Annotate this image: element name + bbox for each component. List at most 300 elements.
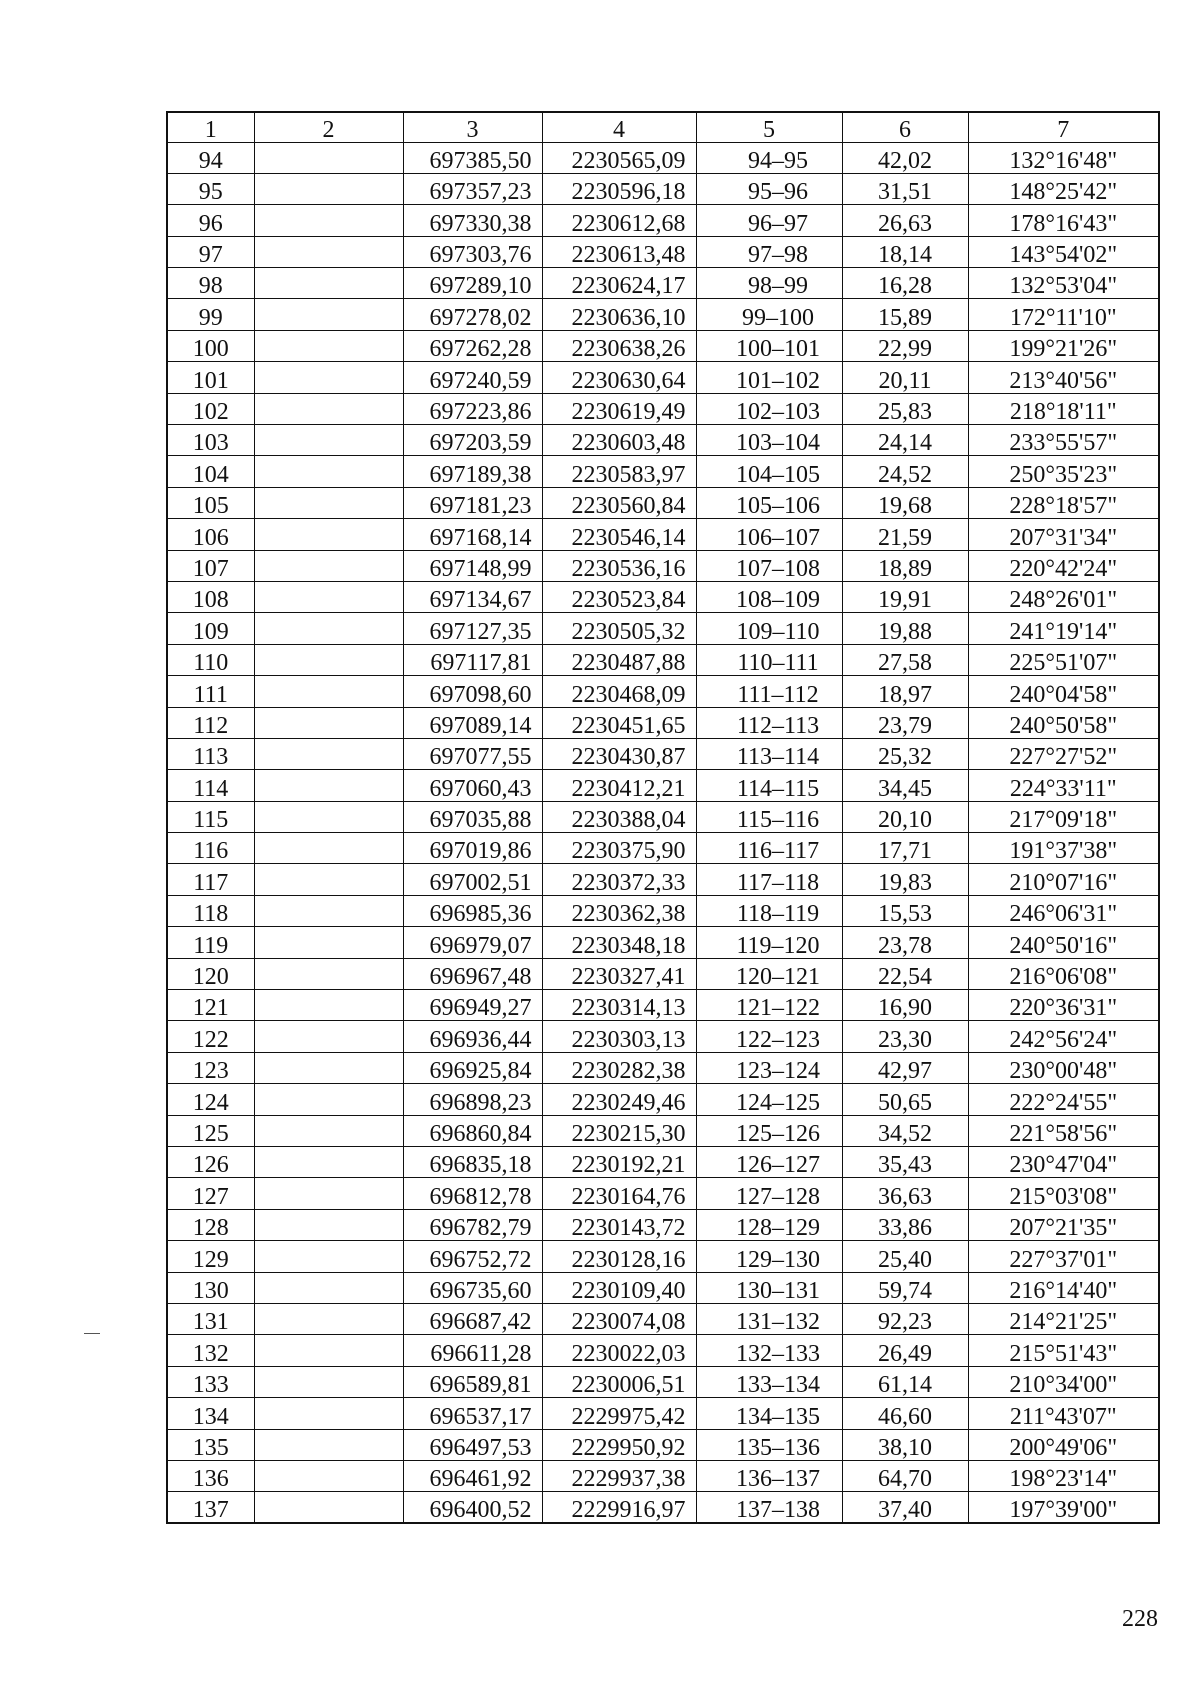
segment-cell: 125–126	[696, 1115, 842, 1146]
y-coordinate-cell: 2230143,72	[542, 1209, 696, 1240]
direction-angle-cell: 227°37'01"	[968, 1241, 1159, 1272]
length-cell: 36,63	[842, 1178, 968, 1209]
point-number-cell: 105	[167, 487, 254, 518]
direction-angle-cell: 240°50'16"	[968, 927, 1159, 958]
empty-cell	[254, 1147, 403, 1178]
table-row	[167, 173, 1159, 204]
length-cell: 27,58	[842, 644, 968, 675]
table-row	[167, 1303, 1159, 1334]
length-cell: 21,59	[842, 519, 968, 550]
y-coordinate-cell: 2230412,21	[542, 770, 696, 801]
point-number-cell: 121	[167, 990, 254, 1021]
direction-angle-cell: 246°06'31"	[968, 895, 1159, 926]
y-coordinate-cell: 2230128,16	[542, 1241, 696, 1272]
empty-cell	[254, 707, 403, 738]
x-coordinate-cell: 697035,88	[403, 801, 542, 832]
empty-cell	[254, 864, 403, 895]
x-coordinate-cell: 696611,28	[403, 1335, 542, 1366]
length-cell: 24,14	[842, 425, 968, 456]
x-coordinate-cell: 696949,27	[403, 990, 542, 1021]
empty-cell	[254, 927, 403, 958]
length-cell: 16,90	[842, 990, 968, 1021]
direction-angle-cell: 222°24'55"	[968, 1084, 1159, 1115]
table-row	[167, 456, 1159, 487]
segment-cell: 127–128	[696, 1178, 842, 1209]
y-coordinate-cell: 2230451,65	[542, 707, 696, 738]
empty-cell	[254, 770, 403, 801]
segment-cell: 97–98	[696, 236, 842, 267]
length-cell: 19,83	[842, 864, 968, 895]
table-row	[167, 142, 1159, 173]
x-coordinate-cell: 696812,78	[403, 1178, 542, 1209]
table-row	[167, 864, 1159, 895]
coordinates-table	[166, 111, 1160, 1524]
table-row	[167, 1366, 1159, 1397]
x-coordinate-cell: 696497,53	[403, 1429, 542, 1460]
table-row	[167, 801, 1159, 832]
y-coordinate-cell: 2230362,38	[542, 895, 696, 926]
empty-cell	[254, 1241, 403, 1272]
point-number-cell: 118	[167, 895, 254, 926]
point-number-cell: 136	[167, 1460, 254, 1491]
table-row	[167, 299, 1159, 330]
y-coordinate-cell: 2230619,49	[542, 393, 696, 424]
header-col-4: 4	[542, 112, 696, 142]
table-row	[167, 1398, 1159, 1429]
point-number-cell: 104	[167, 456, 254, 487]
direction-angle-cell: 220°36'31"	[968, 990, 1159, 1021]
direction-angle-cell: 191°37'38"	[968, 833, 1159, 864]
empty-cell	[254, 205, 403, 236]
empty-cell	[254, 895, 403, 926]
length-cell: 42,02	[842, 142, 968, 173]
x-coordinate-cell: 697262,28	[403, 330, 542, 361]
length-cell: 34,45	[842, 770, 968, 801]
segment-cell: 128–129	[696, 1209, 842, 1240]
y-coordinate-cell: 2230638,26	[542, 330, 696, 361]
point-number-cell: 95	[167, 173, 254, 204]
empty-cell	[254, 487, 403, 518]
direction-angle-cell: 172°11'10"	[968, 299, 1159, 330]
length-cell: 37,40	[842, 1492, 968, 1523]
direction-angle-cell: 214°21'25"	[968, 1303, 1159, 1334]
direction-angle-cell: 248°26'01"	[968, 581, 1159, 612]
x-coordinate-cell: 696537,17	[403, 1398, 542, 1429]
table-row	[167, 1209, 1159, 1240]
direction-angle-cell: 143°54'02"	[968, 236, 1159, 267]
segment-cell: 130–131	[696, 1272, 842, 1303]
y-coordinate-cell: 2230327,41	[542, 958, 696, 989]
y-coordinate-cell: 2230523,84	[542, 581, 696, 612]
x-coordinate-cell: 697148,99	[403, 550, 542, 581]
empty-cell	[254, 1272, 403, 1303]
point-number-cell: 110	[167, 644, 254, 675]
empty-cell	[254, 550, 403, 581]
length-cell: 61,14	[842, 1366, 968, 1397]
x-coordinate-cell: 696752,72	[403, 1241, 542, 1272]
direction-angle-cell: 210°07'16"	[968, 864, 1159, 895]
table-row	[167, 330, 1159, 361]
y-coordinate-cell: 2230282,38	[542, 1052, 696, 1083]
table-row	[167, 958, 1159, 989]
table-row	[167, 1335, 1159, 1366]
segment-cell: 123–124	[696, 1052, 842, 1083]
header-col-7: 7	[968, 112, 1159, 142]
point-number-cell: 103	[167, 425, 254, 456]
table-row	[167, 895, 1159, 926]
y-coordinate-cell: 2230375,90	[542, 833, 696, 864]
y-coordinate-cell: 2230546,14	[542, 519, 696, 550]
segment-cell: 99–100	[696, 299, 842, 330]
point-number-cell: 128	[167, 1209, 254, 1240]
y-coordinate-cell: 2230388,04	[542, 801, 696, 832]
point-number-cell: 112	[167, 707, 254, 738]
length-cell: 17,71	[842, 833, 968, 864]
segment-cell: 132–133	[696, 1335, 842, 1366]
point-number-cell: 117	[167, 864, 254, 895]
length-cell: 25,40	[842, 1241, 968, 1272]
header-col-2: 2	[254, 112, 403, 142]
x-coordinate-cell: 696898,23	[403, 1084, 542, 1115]
segment-cell: 95–96	[696, 173, 842, 204]
empty-cell	[254, 362, 403, 393]
direction-angle-cell: 213°40'56"	[968, 362, 1159, 393]
point-number-cell: 114	[167, 770, 254, 801]
empty-cell	[254, 1492, 403, 1523]
table-row	[167, 205, 1159, 236]
direction-angle-cell: 216°14'40"	[968, 1272, 1159, 1303]
direction-angle-cell: 211°43'07"	[968, 1398, 1159, 1429]
empty-cell	[254, 1460, 403, 1491]
table-row	[167, 1241, 1159, 1272]
x-coordinate-cell: 696925,84	[403, 1052, 542, 1083]
x-coordinate-cell: 696782,79	[403, 1209, 542, 1240]
point-number-cell: 96	[167, 205, 254, 236]
y-coordinate-cell: 2230612,68	[542, 205, 696, 236]
table-row	[167, 1052, 1159, 1083]
point-number-cell: 129	[167, 1241, 254, 1272]
direction-angle-cell: 221°58'56"	[968, 1115, 1159, 1146]
table-row	[167, 1115, 1159, 1146]
segment-cell: 111–112	[696, 676, 842, 707]
segment-cell: 135–136	[696, 1429, 842, 1460]
table-row	[167, 707, 1159, 738]
segment-cell: 116–117	[696, 833, 842, 864]
segment-cell: 114–115	[696, 770, 842, 801]
header-col-6: 6	[842, 112, 968, 142]
empty-cell	[254, 676, 403, 707]
point-number-cell: 133	[167, 1366, 254, 1397]
direction-angle-cell: 230°47'04"	[968, 1147, 1159, 1178]
x-coordinate-cell: 697303,76	[403, 236, 542, 267]
direction-angle-cell: 250°35'23"	[968, 456, 1159, 487]
empty-cell	[254, 299, 403, 330]
direction-angle-cell: 215°03'08"	[968, 1178, 1159, 1209]
direction-angle-cell: 241°19'14"	[968, 613, 1159, 644]
x-coordinate-cell: 697168,14	[403, 519, 542, 550]
point-number-cell: 122	[167, 1021, 254, 1052]
direction-angle-cell: 200°49'06"	[968, 1429, 1159, 1460]
length-cell: 15,89	[842, 299, 968, 330]
point-number-cell: 101	[167, 362, 254, 393]
segment-cell: 110–111	[696, 644, 842, 675]
direction-angle-cell: 148°25'42"	[968, 173, 1159, 204]
segment-cell: 104–105	[696, 456, 842, 487]
point-number-cell: 119	[167, 927, 254, 958]
y-coordinate-cell: 2230630,64	[542, 362, 696, 393]
x-coordinate-cell: 696985,36	[403, 895, 542, 926]
length-cell: 19,68	[842, 487, 968, 518]
direction-angle-cell: 207°21'35"	[968, 1209, 1159, 1240]
segment-cell: 100–101	[696, 330, 842, 361]
length-cell: 26,49	[842, 1335, 968, 1366]
table-row	[167, 519, 1159, 550]
margin-mark	[84, 1333, 100, 1334]
segment-cell: 102–103	[696, 393, 842, 424]
x-coordinate-cell: 697181,23	[403, 487, 542, 518]
length-cell: 23,78	[842, 927, 968, 958]
x-coordinate-cell: 697077,55	[403, 738, 542, 769]
length-cell: 20,10	[842, 801, 968, 832]
point-number-cell: 94	[167, 142, 254, 173]
y-coordinate-cell: 2230603,48	[542, 425, 696, 456]
segment-cell: 105–106	[696, 487, 842, 518]
segment-cell: 124–125	[696, 1084, 842, 1115]
segment-cell: 120–121	[696, 958, 842, 989]
empty-cell	[254, 519, 403, 550]
table-body	[167, 142, 1159, 1523]
segment-cell: 122–123	[696, 1021, 842, 1052]
x-coordinate-cell: 697189,38	[403, 456, 542, 487]
direction-angle-cell: 207°31'34"	[968, 519, 1159, 550]
point-number-cell: 111	[167, 676, 254, 707]
empty-cell	[254, 456, 403, 487]
y-coordinate-cell: 2230249,46	[542, 1084, 696, 1115]
direction-angle-cell: 132°16'48"	[968, 142, 1159, 173]
header-col-5: 5	[696, 112, 842, 142]
table-row	[167, 676, 1159, 707]
table-row	[167, 738, 1159, 769]
empty-cell	[254, 393, 403, 424]
direction-angle-cell: 198°23'14"	[968, 1460, 1159, 1491]
table-row	[167, 1178, 1159, 1209]
direction-angle-cell: 240°04'58"	[968, 676, 1159, 707]
direction-angle-cell: 228°18'57"	[968, 487, 1159, 518]
empty-cell	[254, 1209, 403, 1240]
table-row	[167, 487, 1159, 518]
length-cell: 20,11	[842, 362, 968, 393]
direction-angle-cell: 215°51'43"	[968, 1335, 1159, 1366]
point-number-cell: 100	[167, 330, 254, 361]
y-coordinate-cell: 2230583,97	[542, 456, 696, 487]
x-coordinate-cell: 697134,67	[403, 581, 542, 612]
direction-angle-cell: 178°16'43"	[968, 205, 1159, 236]
empty-cell	[254, 1398, 403, 1429]
y-coordinate-cell: 2230624,17	[542, 268, 696, 299]
x-coordinate-cell: 696835,18	[403, 1147, 542, 1178]
x-coordinate-cell: 696936,44	[403, 1021, 542, 1052]
x-coordinate-cell: 697240,59	[403, 362, 542, 393]
x-coordinate-cell: 697019,86	[403, 833, 542, 864]
direction-angle-cell: 217°09'18"	[968, 801, 1159, 832]
point-number-cell: 132	[167, 1335, 254, 1366]
table-row	[167, 1460, 1159, 1491]
empty-cell	[254, 236, 403, 267]
segment-cell: 131–132	[696, 1303, 842, 1334]
x-coordinate-cell: 697223,86	[403, 393, 542, 424]
empty-cell	[254, 990, 403, 1021]
y-coordinate-cell: 2230109,40	[542, 1272, 696, 1303]
point-number-cell: 125	[167, 1115, 254, 1146]
y-coordinate-cell: 2230074,08	[542, 1303, 696, 1334]
segment-cell: 103–104	[696, 425, 842, 456]
segment-cell: 115–116	[696, 801, 842, 832]
length-cell: 25,83	[842, 393, 968, 424]
y-coordinate-cell: 2230468,09	[542, 676, 696, 707]
empty-cell	[254, 644, 403, 675]
segment-cell: 133–134	[696, 1366, 842, 1397]
length-cell: 64,70	[842, 1460, 968, 1491]
point-number-cell: 106	[167, 519, 254, 550]
y-coordinate-cell: 2230505,32	[542, 613, 696, 644]
point-number-cell: 131	[167, 1303, 254, 1334]
segment-cell: 108–109	[696, 581, 842, 612]
y-coordinate-cell: 2230487,88	[542, 644, 696, 675]
x-coordinate-cell: 696967,48	[403, 958, 542, 989]
table-row	[167, 1272, 1159, 1303]
table-row	[167, 1021, 1159, 1052]
empty-cell	[254, 1335, 403, 1366]
y-coordinate-cell: 2230560,84	[542, 487, 696, 518]
length-cell: 35,43	[842, 1147, 968, 1178]
direction-angle-cell: 240°50'58"	[968, 707, 1159, 738]
length-cell: 22,54	[842, 958, 968, 989]
empty-cell	[254, 1084, 403, 1115]
x-coordinate-cell: 696589,81	[403, 1366, 542, 1397]
direction-angle-cell: 132°53'04"	[968, 268, 1159, 299]
point-number-cell: 115	[167, 801, 254, 832]
direction-angle-cell: 227°27'52"	[968, 738, 1159, 769]
x-coordinate-cell: 696400,52	[403, 1492, 542, 1523]
table-row	[167, 1147, 1159, 1178]
length-cell: 25,32	[842, 738, 968, 769]
empty-cell	[254, 330, 403, 361]
header-col-1: 1	[167, 112, 254, 142]
point-number-cell: 108	[167, 581, 254, 612]
direction-angle-cell: 233°55'57"	[968, 425, 1159, 456]
empty-cell	[254, 1115, 403, 1146]
empty-cell	[254, 1303, 403, 1334]
empty-cell	[254, 268, 403, 299]
x-coordinate-cell: 697127,35	[403, 613, 542, 644]
x-coordinate-cell: 696860,84	[403, 1115, 542, 1146]
direction-angle-cell: 230°00'48"	[968, 1052, 1159, 1083]
empty-cell	[254, 1429, 403, 1460]
y-coordinate-cell: 2229975,42	[542, 1398, 696, 1429]
point-number-cell: 116	[167, 833, 254, 864]
y-coordinate-cell: 2230164,76	[542, 1178, 696, 1209]
x-coordinate-cell: 696687,42	[403, 1303, 542, 1334]
direction-angle-cell: 224°33'11"	[968, 770, 1159, 801]
direction-angle-cell: 197°39'00"	[968, 1492, 1159, 1523]
x-coordinate-cell: 697357,23	[403, 173, 542, 204]
length-cell: 18,14	[842, 236, 968, 267]
y-coordinate-cell: 2230372,33	[542, 864, 696, 895]
table-row	[167, 1429, 1159, 1460]
x-coordinate-cell: 697278,02	[403, 299, 542, 330]
point-number-cell: 102	[167, 393, 254, 424]
empty-cell	[254, 1052, 403, 1083]
point-number-cell: 137	[167, 1492, 254, 1523]
table-header	[167, 112, 1159, 142]
segment-cell: 106–107	[696, 519, 842, 550]
segment-cell: 119–120	[696, 927, 842, 958]
length-cell: 33,86	[842, 1209, 968, 1240]
y-coordinate-cell: 2230215,30	[542, 1115, 696, 1146]
y-coordinate-cell: 2230613,48	[542, 236, 696, 267]
empty-cell	[254, 958, 403, 989]
empty-cell	[254, 1021, 403, 1052]
x-coordinate-cell: 696979,07	[403, 927, 542, 958]
y-coordinate-cell: 2230565,09	[542, 142, 696, 173]
direction-angle-cell: 220°42'24"	[968, 550, 1159, 581]
y-coordinate-cell: 2230303,13	[542, 1021, 696, 1052]
segment-cell: 101–102	[696, 362, 842, 393]
table-row	[167, 425, 1159, 456]
length-cell: 18,89	[842, 550, 968, 581]
y-coordinate-cell: 2230006,51	[542, 1366, 696, 1397]
y-coordinate-cell: 2230022,03	[542, 1335, 696, 1366]
segment-cell: 98–99	[696, 268, 842, 299]
length-cell: 38,10	[842, 1429, 968, 1460]
length-cell: 23,30	[842, 1021, 968, 1052]
segment-cell: 107–108	[696, 550, 842, 581]
length-cell: 16,28	[842, 268, 968, 299]
x-coordinate-cell: 697289,10	[403, 268, 542, 299]
direction-angle-cell: 210°34'00"	[968, 1366, 1159, 1397]
y-coordinate-cell: 2229937,38	[542, 1460, 696, 1491]
y-coordinate-cell: 2229916,97	[542, 1492, 696, 1523]
segment-cell: 137–138	[696, 1492, 842, 1523]
header-row	[167, 112, 1159, 142]
y-coordinate-cell: 2230314,13	[542, 990, 696, 1021]
length-cell: 59,74	[842, 1272, 968, 1303]
length-cell: 50,65	[842, 1084, 968, 1115]
point-number-cell: 98	[167, 268, 254, 299]
length-cell: 15,53	[842, 895, 968, 926]
point-number-cell: 130	[167, 1272, 254, 1303]
direction-angle-cell: 218°18'11"	[968, 393, 1159, 424]
length-cell: 18,97	[842, 676, 968, 707]
direction-angle-cell: 225°51'07"	[968, 644, 1159, 675]
segment-cell: 121–122	[696, 990, 842, 1021]
point-number-cell: 99	[167, 299, 254, 330]
length-cell: 19,91	[842, 581, 968, 612]
table-row	[167, 770, 1159, 801]
empty-cell	[254, 738, 403, 769]
x-coordinate-cell: 697098,60	[403, 676, 542, 707]
empty-cell	[254, 801, 403, 832]
point-number-cell: 126	[167, 1147, 254, 1178]
point-number-cell: 107	[167, 550, 254, 581]
table-row	[167, 268, 1159, 299]
point-number-cell: 97	[167, 236, 254, 267]
empty-cell	[254, 1366, 403, 1397]
segment-cell: 118–119	[696, 895, 842, 926]
direction-angle-cell: 242°56'24"	[968, 1021, 1159, 1052]
point-number-cell: 135	[167, 1429, 254, 1460]
y-coordinate-cell: 2230430,87	[542, 738, 696, 769]
